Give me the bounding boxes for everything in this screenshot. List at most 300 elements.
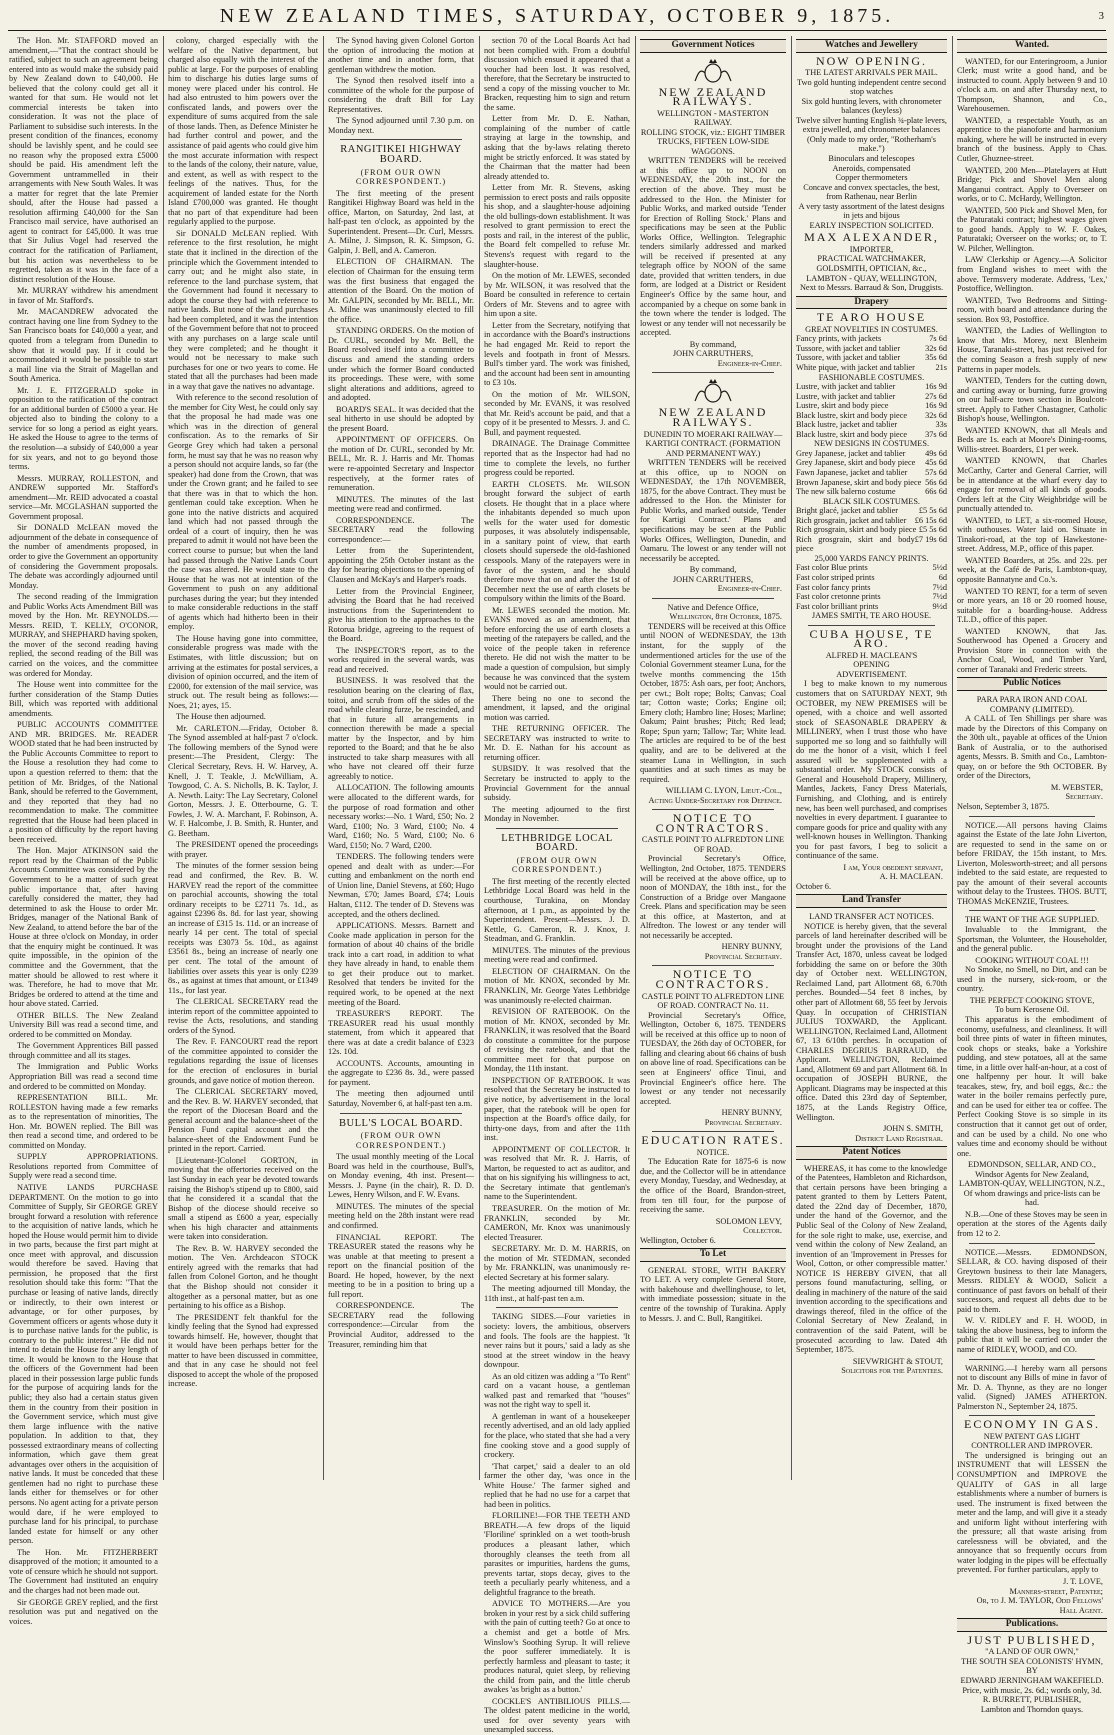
paragraph: Sir GEORGE GREY replied, and the first resolution was put and negatived on the voices. — [9, 1597, 158, 1626]
paragraph: The Synod adjourned until 7.30 p.m. on Monday next. — [328, 116, 474, 135]
railways-sign-1a: By command, — [689, 339, 737, 349]
gas-sign-a: J. T. LOVE, — [1062, 1577, 1103, 1587]
column-6-advertisements — [796, 36, 947, 1480]
paragraph: WANTED KNOWN, that Jas. Southerwood has Opened a Grocery and Provision Store in connection with the Anchor Coal, Wood, and Timber Yard, corner of Taranaki and Frederic streets. — [957, 626, 1107, 674]
wanted-header: Wanted. — [957, 39, 1107, 53]
cooking-body: No Smoke, no Smell, no Dirt, and can be used in the nursery, sick-room, or the country. — [957, 965, 1107, 994]
early-inspection: EARLY INSPECTION SOLICITED. — [809, 220, 934, 230]
price-item: Fast color fancy prints — [796, 582, 871, 592]
contractors-heading-1: NOTICE TO CONTRACTORS. — [655, 811, 771, 835]
paragraph: MINUTES. The minutes of the previous meeting were read and confirmed. — [484, 945, 630, 965]
paragraph: With reference to the second resolution of the member for City West, he could only say that the proposal he had made was one which was in the direction of general confiscation. As to the remarks of Sir George Grey which had taken a personal form, he must say that he was no reason why a person should not acquire lands, so far (the speaker) had done from the Crown, that was under the Crown grant; and he failed to see that there was in that to which the hon. gentleman could take exception. When he gone into the native districts and acquired land which had not passed through the ordeal of a court of inquiry, then he was prepared to admit it would not have been the correct course to pursue; but when the land had passed through the Native Lands Court the case was altered. He would state to the House that he was not at intention of the Government to push on any additional purchases during the year; but they intended to make considerable reductions in the staff of agents which had hitherto been in their employ. — [168, 393, 318, 632]
paragraph: Mr. MACANDREW advocated the contract having one line from Sydney to the San Francisco boats for £40,000 a year, and quoted from a telegram from Dunedin to show that it would pay. If it could be accommodated it would be possible to start a mail line via the Strait of Magellan and South America. — [9, 307, 158, 384]
price-item: Brown Japanese, skirt and body piece — [796, 477, 922, 487]
perfect-stove-body: This apparatus is the embodiment of economy, usefulness, and cleanliness. It will boil three pints of water in fifteen minutes, cook chops or steaks, bake a Yorkshire pudding, and stew potatoes, all at the same time, in a little over half-an-hour, at a cost of one halfpenny per hour. It will bake teacakes, stew, fry, and boil eggs, &c.: the water in the boiler remains perfectly pure, and can be used for either tea or coffee. The Perfect Cooking Stove is so simple in its construction that it cannot get out of order, and can be used by a child. No one who values time and economy should be without one. — [957, 1014, 1107, 1158]
divider — [496, 1307, 618, 1308]
railways-stock-1: ROLLING STOCK, viz.: EIGHT TIMBER TRUCKS, FIFTEEN LOW-SIDE WAGGONS. — [640, 127, 786, 156]
price-row — [796, 392, 947, 402]
gas-sign-c: Or, to J. M. TAYLOR, Odd Fellows' Hall Agent. — [976, 1596, 1103, 1615]
edmondson-agents: EDMONDSON, SELLAR, AND CO., Windsor Agents for New Zealand, LAMBTON-QUAY, WELLINGTON, N.Z., Of whom drawings and price-lists can be had. — [959, 1160, 1105, 1208]
cuba-heading: CUBA HOUSE, TE ARO. — [809, 626, 934, 651]
paragraph: Mr. CARLETON.—Friday, October 8. The Synod assembled at half-past 7 o'clock. The following members of the Synod were present:—The President, Clergy: The Clerical Secretary, Revs. H. W. Harvey, A. Knell, J. T. Teakle, J. McWilliam, A. Towgood, C. A. S. Nicholls, B. K. Taylor, J. A. Newth. Laity: The Lay Secretary, Colonel Gorton, Messrs. J. E. Otterbourne, G. T. Fowles, J. W. A. Marchant, F. Robinson, A. W. F. Halcombe, J. B. Smith, R. Hunter, and G. Beetham. — [168, 723, 318, 838]
paragraph: NATIVE LANDS PURCHASE DEPARTMENT. On the motion to go into Committee of Supply, Sir GEORGE GREY brought forward a resolution with reference to the acquisition of native lands, which he hoped the House would permit him to divide in two parts, because the first part might at once meet with approval, and discussion would therefore be saved. Having that permission, he proposed that the first resolution should take this form: "That the purchase or leasing of native lands, directly or indirectly, to their own interest or advantage, or for other purposes, by Government officers or agents whose duty it is to purchase native lands for the public, is contrary to the public interest." He did not intend to detain the House for any length of time. It would be known to the House that the officers of the Government had been placed in their possession large public funds for the purpose of acquiring lands for the public; they also had a certain status given them in the country from their position in the Government service, which must give them large influence with the native population. In addition to that, they possessed extraordinary means of collecting information, which gave them great advantages over others in the acquisition of native lands. It must be conceded that these gentlemen had no right to purchase these lands either for themselves or for other persons. No agent acting for a private person would dare, if he were employed to purchase land for his principal, to purchase landed estate for himself or any other person. — [9, 1182, 158, 1546]
column-5-government-notices — [640, 36, 786, 1480]
cuba-sign: A. H. MACLEAN. — [879, 872, 943, 882]
paragraph: WANTED KNOWN, that Charles McCarthy, Carter and General Carrier, will be in attendance at the wharf every day to engage for removal of all kinds of goods. Orders left at the City Weighbridge will be punctually attended to. — [957, 456, 1107, 514]
price-item: Black lustre, skirt and body piece — [796, 429, 908, 439]
paragraph: [Lieutenant-]Colonel GORTON, in moving that the offertories received on the last Sunday in each year be devoted towards raising the Bishop's stipend up to £800, said that he considered it a scandal that the Bishop of the diocese should receive so small a stipend as £600 a year, especially when his high character and attainments were taken into consideration. — [168, 1155, 318, 1242]
paragraph: Letter from Mr. D. E. Nathan, complaining of the number of cattle straying at large in the township, and asking that the by-laws relating thereto might be strictly enforced. It was stated by the Chairman that the matter had been already attended to. — [484, 114, 630, 181]
cuba-advertisement: ADVERTISEMENT. — [836, 669, 907, 679]
paragraph: DRAINAGE. The Drainage Committee reported that as the Inspector had had no time to complete the levels, no further progress could be reported. — [484, 439, 630, 478]
page-number: 3 — [1098, 10, 1104, 22]
wanted-list — [957, 57, 1107, 675]
edmondson-notice: NOTICE.—Messrs. EDMONDSON, SELLAR, & CO. having disposed of their Greytown business to their late Managers, Messrs. RIDLEY & WOOD, Solicit a continuance of past favors on behalf of their successors, and request all debts due to be paid to them. — [957, 1247, 1107, 1314]
just-published: JUST PUBLISHED, — [967, 1632, 1097, 1647]
paragraph: WANTED TO RENT, for a term of seven or more years, an 18 or 20 roomed house, suitable for a boarding-house. Address T.L.D., office of this paper. — [957, 586, 1107, 625]
divider — [652, 809, 774, 810]
price-row — [796, 506, 947, 516]
price-item: Black lustre, jacket and tablier — [796, 420, 898, 430]
price-item: The new silk balerno costume — [796, 487, 896, 497]
silk-list — [796, 506, 947, 554]
cooking-heading: COOKING WITHOUT COAL !!! — [975, 955, 1089, 965]
now-opening-heading: NOW OPENING. — [815, 53, 928, 68]
contractors-body-2: Provincial Secretary's Office, Wellington, October 6, 1875. TENDERS will be received at this office up to noon of TUESDAY, the 26th day of OCTOBER, for falling and clearing about 66 chains of bush on above line of road. Specifications can be seen at Engineers' office Tinui, and Provincial Engineer's office here. The lowest or any tender not necessarily accepted. — [640, 1010, 786, 1106]
price-item: Fawn Japanese, jacket and tablier — [796, 467, 908, 477]
paragraph: The meeting adjourned to the first Monday in November. — [484, 804, 630, 824]
column-3-intro — [328, 36, 474, 135]
land-of-our-own: "A LAND OF OUR OWN," — [985, 1647, 1079, 1657]
price-value: £7 19s 6d — [914, 534, 947, 544]
paragraph: On the motion of Mr. LEWES, seconded by Mr. WILSON, it was resolved that the Board be consulted in reference to certain Orders of Mr. Stevens and to agree with him upon a site. — [484, 271, 630, 319]
price-row — [796, 525, 947, 535]
rangitikei-heading: RANGITIKEI HIGHWAY BOARD. — [340, 144, 462, 166]
divider — [969, 1359, 1095, 1360]
railways-sign-2b: JOHN CARRUTHERS, — [672, 574, 754, 584]
paragraph: Sir DONALD McLEAN replied. With reference to the first resolution, he might state that it inclined in the direction of the principle which the Government intended to carry out; and he might also state, in reference to the land purchase system, that the Government had found it necessary to adopt the course they had with reference to native lands. But none of the land purchases had been completed, and it was the intention of the Government before that not to proceed with any purchases on a large scale until they were completed; and he thought it would not be necessary to make such purchases for one or two years to come. He stated that all the purchases had been made in a way that gave the natives no advantage. — [168, 228, 318, 391]
education-subheading: NOTICE. — [696, 1147, 730, 1157]
price-value: 32s 6d — [925, 410, 947, 420]
column-rule — [952, 36, 953, 1480]
fashionable-list — [796, 382, 947, 439]
price-row — [796, 334, 947, 344]
column-rule — [323, 36, 324, 1480]
list-item: Binoculars and telescopes — [828, 154, 915, 164]
alexander-trade: PRACTICAL WATCHMAKER, GOLDSMITH, OPTICIAN, &c., — [816, 254, 927, 274]
para-para-heading: PARA PARA IRON AND COAL COMPANY (LIMITED). — [976, 695, 1088, 714]
price-row — [796, 563, 947, 573]
paragraph: Messrs. MURRAY, ROLLESTON, and ANDREW supported Mr. Stafford's amendment—Mr. REID advocated a coastal service—Mr. MCGLASHAN supported the Government proposal. — [9, 473, 158, 521]
paragraph: FINANCIAL REPORT. The TREASURER stated the reasons why he was unable at that meeting to present a report on the financial position of the Board. He hoped, however, by the next meeting to be in a position to bring up a full report. — [328, 1232, 474, 1299]
price-row — [796, 602, 947, 612]
paragraph: ACCOUNTS. Accounts, amounting in the aggregate to £236 8s. 3d., were passed for payment. — [328, 1058, 474, 1087]
paragraph: The Rev. B. W. HARVEY seconded the motion. The Ven. Archdeacon STOCK entirely agreed with the remarks that had fallen from Colonel Gorton, and he thought that the Bishop should not consider it altogether as a personal matter, but as one pertaining to his office as a Bishop. — [168, 1243, 318, 1311]
price-row — [796, 478, 947, 488]
contractors-sign-1b: Provincial Secretary. — [704, 951, 782, 961]
perfect-stove-sub: To burn Kerosene Oil. — [994, 1005, 1070, 1015]
price-item: Lustre, with jacket and tablier — [796, 382, 896, 392]
paragraph: ADVICE TO MOTHERS.—Are you broken in your rest by a sick child suffering with the pain of cutting teeth? Go at once to a chemist and get a bottle of Mrs. Winslow's Soothing Syrup. It will relieve the poor sufferer immediately. It is perfectly harmless and pleasant to taste; it produces natural, quiet sleep, by relieving the child from pain, and the little cherub awakes 'as bright as a button.' — [484, 1599, 630, 1695]
patent-sign-b: Solicitors for the Patentees. — [841, 1366, 943, 1376]
paragraph: OTHER BILLS. The New Zealand University Bill was read a second time, and ordered to be committed on Monday. — [9, 1010, 158, 1039]
paragraph: WANTED, for our Enteringroom, a Junior Clerk; must write a good hand, and be instructed to count. Apply between 9 and 10 o'clock a.m. on and after Thursday next, to Thompson, Shannon, and Co., Warehousemen. — [957, 56, 1107, 114]
paragraph: WANTED, Two Bedrooms and Sitting-room, with board and attendance during the session. Box 93, Postoffice. — [957, 295, 1107, 324]
paragraph: WANTED, the Ladies of Wellington to know that Mrs. Morey, next Blenheim House, Taranaki-street, has just received for the coming Season a fresh supply of new Patterns in paper models. — [957, 326, 1107, 374]
railways-line-2: DUNEDIN TO MOERAKI RAILWAY—KARTIGI CONTRACT. (FORMATION AND PERMANENT WAY.) — [643, 429, 783, 458]
te-aro-heading: TE ARO HOUSE — [816, 310, 927, 325]
paragraph: The meeting adjourned till Monday, the 11th inst., at half-past ten a.m. — [484, 1284, 630, 1303]
railways-heading-2: NEW ZEALAND RAILWAYS. — [658, 405, 768, 429]
paragraph: The Government Apprentices Bill passed through committee and all its stages. — [9, 1041, 158, 1060]
paragraph: SECRETARY. Mr. D. M. HARRIS, on the motion of Mr. STEDMAN, seconded by Mr. FRANKLIN, was unanimously re-elected Secretary at his former salary. — [484, 1244, 630, 1282]
paragraph: The Rev. F. FANCOURT read the report of the committee appointed to consider the regulations regarding the issue of licenses for the erection of enclosures in burial grounds, and gave notice of motion thereon. — [168, 1037, 318, 1085]
masthead — [8, 4, 1106, 31]
price-value: 5½d — [932, 563, 947, 573]
paragraph: TREASURER'S REPORT. The TREASURER read his usual monthly statement, from which it appeared that there was at date a credit balance of £323 12s. 10d. — [328, 1009, 474, 1057]
paragraph: Letter from the Provincial Engineer, advising the Board that he had received instructions from the Superintendent to give his attention to the approaches to the Rotorua bridge, agreeing to the request of the Board. — [328, 586, 474, 644]
alexander-name: MAX ALEXANDER, — [804, 230, 939, 245]
list-item: Six gold hunting levers, with chronometer balances (keyless) — [801, 96, 942, 116]
patent-body: WHEREAS, it has come to the knowledge of the Patentees, Hambleton and Richardson, that certain persons have been bringing a patent granted to them by Letters Patent, dated the 22nd day of December, 1870, under the hand of the Governor, and the Public Seal of the Colony of New Zealand, for the sole right to make, use, exercise, and vend within the colony of New Zealand, an invention of an 'Improvement in Presses for Wool, Cotton, or other compressible matter.' NOTICE IS HEREBY GIVEN, that all persons found manufacturing, selling, or dealing in machinery of the nature of the said invention according to the specifications and drawings thereof, filed in the office of the Colonial Secretary of New Zealand, in contravention of the said Patent, will be prosecuted according to law. Dated 4th September, 1875. — [796, 1163, 947, 1355]
contractors-heading-2: NOTICE TO CONTRACTORS. — [655, 967, 771, 992]
land-transfer-body: NOTICE is hereby given, that the several parcels of land hereinafter described will be brought under the provisions of the Land Transfer Act, 1870, unless caveat be lodged forbidding the same on or before the 30th day of October next. WELLINGTON, Reclaimed Land, part Allotment 68, 6.70th perches. Bounded—54 feet 8 inches, by other part of Allotment 68, 55 feet by Jervois Quay. In occupation of CHRISTIAN JULIUS TOXWARD, the Applicant. WELLINGTON, Reclaimed Land, Allotment 67, 13 6/10th perches. In occupation of CHARLES DEGRIUS BARRAUD, the Applicant. WELLINGTON, Reclaimed Land, Allotment 69 and part Allotment 68. In occupation of JOSEPH BURNE, the Applicant. Diagrams may be inspected at this office. Dated this 23rd day of September, 1875, at the Lands Registry Office, Wellington. — [796, 921, 947, 1122]
paragraph: FLORILINE!—FOR THE TEETH AND BREATH.—A few drops of the liquid 'Floriline' sprinkled on a wet tooth-brush produces a pleasant lather, which thoroughly cleanses the teeth from all parasites or impurities, hardens the gums, prevents tartar, stops decay, gives to the teeth a peculiarly pearly whiteness, and a delightful fragrance to the breath. — [484, 1511, 630, 1597]
paragraph: The House having gone into committee, considerable progress was made with the Estimates, with little discussion; but on arriving at the estimates for postal services, a division of opinion occurred, and the item of £2000, for extension of the mail service, was struck out. The result being as follows:—Noes, 21; ayes, 15. — [168, 633, 318, 710]
price-value: 27s 6d — [925, 391, 947, 401]
paragraph: The Hon. Major ATKINSON said the report read by the Chairman of the Public Accounts Committee was considered by the Government to be a matter of such great public importance that, after having carefully considered the matter, they had determined to ask the House to order Mr. Bridges, manager of the National Bank of New Zealand, to attend before the bar of the House at three o'clock on Monday, in order that the enquiry might be continued. It was quite impossible, in the opinion of the committee and the Government, that the matter should be allowed to rest where it was. Therefore, he had to move that Mr. Bridges be ordered to attend at the time and hour above stated. Carried. — [9, 846, 158, 1009]
education-sign-b: Collector. — [743, 1226, 782, 1236]
lethbridge-heading: LETHBRIDGE LOCAL BOARD. — [501, 832, 613, 854]
patent-header: Patent Notices — [796, 1146, 947, 1160]
paragraph: BUSINESS. It was resolved that the resolution bearing on the clearing of flax, toitoi, and scrub from off the sides of the road while clearing furze, be rescinded, and that in future all arrangements in connection therewith be made a special matter by the Inspector, and by him reported to the Board; and that he be also instructed to take sharp measures with all who have not cleared off their furze agreeably to notice. — [328, 676, 474, 781]
paragraph: MINUTES. The minutes of the last meeting were read and confirmed. — [328, 494, 474, 514]
column-2-body — [168, 36, 318, 1389]
government-notices-header: Government Notices — [640, 39, 786, 53]
novelties-heading: GREAT NOVELTIES IN COSTUMES. — [805, 324, 938, 334]
paragraph: Letter from the Superintendent, appointing the 25th October instant as the day for hearing objections to the opening of Clausen and McKay's and Harper's roads. — [328, 546, 474, 584]
cuba-name: ALFRED H. MACLEAN'S — [825, 650, 918, 660]
paragraph: The CLERICAL SECRETARY read the interim report of the committee appointed to revise the Acts, resolutions, and standing orders of the Synod. — [168, 997, 318, 1035]
paragraph: The Hon. Mr. FITZHERBERT disapproved of the motion; it amounted to a vote of censure which he should not support. The Government had instituted an enquiry and the charges had not been made out. — [9, 1547, 158, 1595]
cuba-close: I am, Your obedient servant, — [843, 862, 943, 872]
bulls-body — [328, 1152, 474, 1349]
paragraph: colony, charged especially with the welfare of the Native department, but charged also equally with the interest of the public at large. For the purposes of enabling him to discharge his duties large sums of money were placed under his control. He had also entrusted to him powers over the confiscated lands, and powers over the expenditure of sums acquired from the sale of those lands. Then, as Defence Minister he had further control and power, and the assistance of paid agents who could give him the most accurate information with respect to the lands of the colony, their nature, value, and extent, as well as with respect to the feelings of the natives. Thus, for the acquirement of landed estate for the North Island £700,000 was granted. He thought that no part of that expenditure had been regularly applied to the purpose. — [168, 36, 319, 227]
paragraph: CORRESPONDENCE. The SECRETARY read the following correspondence:— — [328, 515, 474, 544]
paragraph: WANTED, Tenders for the cutting down, and carting away or burning, furze growing on our half-acre town section in Boulcott-street. Apply to Father Chastagner, Catholic Bishop's house, Wellington. — [957, 376, 1107, 424]
paragraph: 'That carpet,' said a dealer to an old farmer the other day, 'was once in the White House.' The farmer sighed and replied that he had no use for a carpet that had been in politics. — [484, 1461, 630, 1509]
price-value: 7s 6d — [929, 334, 947, 344]
price-row — [796, 535, 947, 554]
education-sign-a: SOLOMON LEVY, — [715, 1216, 782, 1226]
alexander-role: IMPORTER, — [849, 244, 894, 254]
price-value: £5 5s 6d — [918, 525, 947, 535]
price-item: Tussore, with jacket and tablier — [796, 343, 901, 353]
divider — [652, 598, 774, 599]
education-heading: EDUCATION RATES. — [641, 1133, 785, 1148]
royal-crest-icon — [693, 57, 733, 85]
land-sign-b: District Land Registrar. — [855, 1133, 943, 1143]
price-value: 21s — [935, 362, 947, 372]
price-row — [796, 458, 947, 468]
paragraph: There being no one to second the amendment, it lapsed, and the original motion was carried. — [484, 693, 630, 722]
paragraph: ELECTION OF CHAIRMAN. The election of Chairman for the ensuing term was the first business that engaged the attention of the Board. On the motion of Mr. GALPIN, seconded by Mr. BELL, Mr. A. Milne was unanimously elected to fill the office. — [328, 257, 474, 324]
railways-body-2: WRITTEN TENDERS will be received at this office, up to NOON on WEDNESDAY, the 17th NOVEMBER, 1875, for the above Contract. They must be addressed to the Hon. the Minister for Public Works, and marked outside, 'Tender for Kartigi Contract.' Plans and specifications may be seen at the Public Works Offices, Wellington, Dunedin, and Oamaru. The lowest or any tender will not necessarily be accepted. — [640, 458, 786, 563]
railways-heading-1: NEW ZEALAND RAILWAYS. — [658, 84, 768, 109]
watches-header: Watches and Jewellery — [796, 39, 947, 53]
price-row — [796, 401, 947, 411]
list-item: (Only made to my order, "Rotherham's make.") — [807, 134, 936, 154]
defence-office-heading: Native and Defence Office, — [667, 602, 759, 612]
designs-heading: NEW DESIGNS IN COSTUMES. — [813, 439, 930, 449]
column-1-body — [9, 36, 158, 1626]
price-value: 37s 6d — [925, 429, 947, 439]
paragraph: The CLERICAL SECRETARY moved, and the Rev. B. W. HARVEY seconded, that the report of the Diocesan Board and the general account and the balance-sheet of the Pension Fund capital account and the balance-sheet of the Endowment Fund be printed in the report. Carried. — [168, 1087, 318, 1154]
gas-sign-b: Manners-street, Patentee; — [1009, 1586, 1103, 1596]
to-let-header: To Let — [640, 1248, 786, 1262]
paragraph: APPLICATIONS. Messrs. Barnett and Cooke made application in person for the formation of about 40 chains of the bridle track into a cart road, in addition to what they have already in hand, to enable them to get their produce out to market. Resolved that tenders be invited for the required work, to be opened at the next meeting of the Board. — [328, 921, 474, 1007]
list-item: Concave and convex spectacles, the best, from Rathenau, near Berlin — [803, 182, 940, 202]
watches-list — [796, 78, 947, 221]
divider — [652, 1131, 774, 1132]
paragraph: LAW Clerkship or Agency.—A Solicitor from England wishes to meet with the above. Termsvery moderate. Address, 'Lex,' Postoffice, Wellington. — [957, 255, 1107, 294]
price-row — [796, 411, 947, 421]
price-item: Fast color striped prints — [796, 572, 875, 582]
paragraph: Mr. LEWES seconded the motion. Mr. EVANS moved as an amendment, that before enforcing the use of earth closets a meeting of the ratepayers be called, and the voice of the people taken in reference thereto. He did not wish the matter to be made a question of compulsion, but simply because he was convinced that the system would not be carried out. — [484, 605, 630, 692]
price-row — [796, 449, 947, 459]
price-item: Fast color Blue prints — [796, 563, 868, 573]
drapery-header: Drapery — [796, 296, 947, 310]
price-value: 6d — [938, 572, 947, 582]
paragraph: The House then adjourned. — [176, 712, 266, 722]
column-3-boards — [328, 36, 474, 1480]
contractors-line-2: CASTLE POINT TO ALFREDTON LINE OF ROAD. CONTRACT No. 11. — [641, 991, 785, 1011]
price-item: Rich grosgrain, skirt and body piece — [796, 534, 915, 554]
stove-nb: N.B.—One of these Stoves may be seen in operation at the stores of the Agents daily from 12 to 2. — [957, 1209, 1107, 1238]
black-silk-heading: BLACK SILK COSTUMES. — [822, 496, 921, 506]
patent-sign-a: SIEVWRIGHT & STOUT, — [852, 1356, 943, 1366]
price-row — [796, 468, 947, 478]
paragraph: WANTED Boarders, at 25s. and 22s. per week, at the Café de Paris, Lambton-quay, opposite Bannatyne and Co.'s. — [957, 555, 1107, 584]
paragraph: The meeting then adjourned until Saturday, November 6, at half-past ten a.m. — [328, 1089, 474, 1108]
liverton-notice: NOTICE.—All persons having Claims against the Estate of the late John Liverton, are requested to send in the same on or before FRIDAY, the 15th instant, to Mrs. Liverton, Molesworth-street; and all persons indebted to the said estate, are requested to pay the amount of their several accounts without delay to the Trustees. THOS. BUTT, THOMAS McKENZIE, Trustees. — [957, 820, 1107, 906]
paragraph: WANTED, to LET, a six-roomed House, with outhouses. Water laid on. Situate in Tinakori-road, at the top of Hawkestone-street. Address, M.P., office of this paper. — [957, 515, 1107, 554]
price-row — [796, 592, 947, 602]
para-sign-a: M. WEBSTER, — [1050, 782, 1103, 792]
paragraph: WANTED, a respectable Youth, as an apprentice to the pianoforte and harmonium making, where he will be instructed in every branch of the business. Apply to Chas. Cutler, Ghuznee-street. — [957, 115, 1107, 164]
price-row — [796, 430, 947, 440]
price-row — [796, 573, 947, 583]
paragraph: The PRESIDENT opened the proceedings with prayer. — [168, 840, 318, 859]
paragraph: Mr. J. E. FITZGERALD spoke in opposition to the ratification of the contract for an additional burden of £5000 a year. He objected also to binding the colony to a service for so long a period as eight years. He asked the House to agree to the terms of the resolution—a subsidy of £40,000 a year for six years, and not to go beyond those terms. — [9, 385, 158, 472]
divider — [808, 625, 935, 626]
paragraph: WANTED, 500 Pick and Shovel Men, for the Paturataki contract; highest wages given to good hands. Apply to W. F. Oakes, Paturataki; Overseer on the works; or, to T. W. Pilcher, Wellington. — [957, 205, 1107, 253]
cuba-date: October 6. — [796, 881, 832, 891]
paragraph: As an old citizen was adding a "To Rent" card on a vacant house, a gentleman walked past and remarked that "houses" was not the right way to spell it. — [484, 1371, 630, 1410]
paragraph: The Hon. Mr. STAFFORD moved an amendment,—"That the contract should be ratified, subject to such an agreement being entered into as would make the subsidy paid by New Zealand down to £40,000. He believed that the colony could get all it wanted for that sum. He would not let commercial interests be taken into consideration. It was not the place of Parliament to subsidise such interests. In the present condition of the finances, economy should be lavishly spent, and he could see no reason why the proposed extra £5000 should be paid. His amendment left the Government untrammelled in their arrangements with New South Wales. It was a matter for regret that the late Premier should, after the House had passed a resolution affirming £40,000 for the San Francisco mail service, have authorised an agent to contract for £45,000. It was true that Sir Julius Vogel had reserved the contract for the ratification of Parliament, but his action was nevertheless to be regretted, taken as it was in the face of a distinct resolution of the House. — [9, 36, 158, 284]
column-2-synod — [168, 36, 318, 1480]
paragraph: CORRESPONDENCE. The SECRETARY read the following correspondence:—Circular from the Provincial Auditor, addressed to the Treasurer, reminding him that — [328, 1301, 474, 1349]
price-item: Fast color cretonne prints — [796, 592, 881, 602]
hymn-price: Price, with music, 2s. 6d.; words only, 3d. — [962, 1685, 1102, 1695]
paragraph: REVISION OF RATEBOOK. On the motion of Mr. KNOX, seconded by Mr. FRANKLIN, it was resolved that the Board do constitute a committee for the purpose of revising the ratebook, and that the committee meet for that purpose on Monday, the 11th instant. — [484, 1007, 630, 1074]
price-row — [796, 382, 947, 392]
paragraph: Letter from the Secretary, notifying that in accordance with the Board's instructions he had engaged Mr. Reid to report the levels and footpath in front of Messrs. Bull's timber yard. The work was finished, and the account had been sent in amounting to £3 10s. — [484, 320, 630, 388]
education-body: The Education Rate for 1875-6 is now due, and the Collector will be in attendance every Monday, Tuesday, and Wednesday, at the office of the Board, Brandon-street, from ten till four, for the purpose of receiving the same. — [640, 1157, 786, 1215]
paragraph: The Synod having given Colonel Gorton the option of introducing the motion at another time and in another form, that gentleman withdrew the motion. — [328, 36, 474, 74]
list-item: A very tasty assortment of the latest designs in jets and bijous — [798, 201, 945, 221]
price-value: 9½d — [932, 601, 947, 611]
paragraph: The first meeting of the present Rangitikei Highway Board was held in the office, Marton, on Saturday, 2nd last, at half-past ten o'clock, as appointed by the Superintendent. Present—Dr. Curl, Messrs. A. Milne, J. Simpson, R. K. Simpson, G. Galpin, J. Bell, and A. Cameron. — [328, 188, 474, 255]
gas-subheading: NEW PATENT GAS LIGHT CONTROLLER AND IMPROVER. — [971, 1431, 1093, 1451]
publications-header: Publications. — [957, 1618, 1107, 1632]
paragraph: The Immigration and Public Works Appropriation Bill was read a second time and ordered to be committed on Monday. — [9, 1062, 158, 1091]
price-value: £6 15s 6d — [914, 515, 947, 525]
hymn-author: EDWARD JERNINGHAM WAKEFIELD. — [960, 1675, 1104, 1685]
price-item: Tussore, with jacket and tablier — [796, 353, 901, 363]
paragraph: The PRESIDENT felt thankful for the kindly feeling that the Synod had expressed towards himself. He, however, thought that it would have been perhaps better for the matter to have been discussed in committee, and that in any case he should not feel disposed to accept the whole of the proposed increase. — [168, 1312, 318, 1389]
public-notices-header: Public Notices — [957, 677, 1107, 691]
page-title: NEW ZEALAND TIMES, SATURDAY, OCTOBER 9, 1875. — [219, 5, 895, 27]
price-item: Grey Japanese, jacket and tablier — [796, 448, 906, 458]
gas-heading: ECONOMY IN GAS. — [964, 1417, 1100, 1432]
price-row — [796, 420, 947, 430]
railways-sign-2c: Engineer-in-Chief. — [717, 584, 782, 594]
contractors-body-1: Provincial Secretary's Office, Wellington, 2nd October, 1875. TENDERS will be received at the above office, up to noon of MONDAY, the 18th inst., for the Construction of a Bridge over Mangaone Creek. Plans and specification may be seen at this office, at Masterton, and at Alfredton. The lowest or any tender will not necessarily be accepted. — [640, 854, 786, 940]
designs-list — [796, 449, 947, 497]
perfect-stove-heading: THE PERFECT COOKING STOVE, — [969, 995, 1095, 1005]
miscellany-body — [484, 1312, 630, 1735]
publisher-name: R. BURRETT, PUBLISHER, — [982, 1695, 1082, 1705]
price-value: 7½d — [932, 592, 947, 602]
divider — [969, 1415, 1095, 1416]
railways-body-1: WRITTEN TENDERS will be received at this office up to NOON on WEDNESDAY, the 20th inst., for the erection of the above. They must be addressed to the Hon. the Minister for Public Works, and marked outside 'Tender for Erection of Rolling Stock.' Plans and specifications may be seen at the Public Works Office, Wellington. Telegraphic tenders similarly addressed and marked will be received if presented at any telegraph office by NOON of the same date, provided that written tenders, in due form, are lodged at a District or Resident Engineer's Office by the same hour, and accompanied by a cheque on some bank in the town where the tender is lodged. The lowest or any tender will not necessarily be accepted. — [640, 156, 786, 338]
to-let-body: GENERAL STORE, WITH BAKERY TO LET. A very complete General Store, with bakehouse and dwellinghouse, to let, with immediate possession; situate in the centre of the township of Turakina. Apply to Messrs. J. and C. Bull, Rangitikei. — [640, 1265, 786, 1323]
price-item: Fast color brilliant prints — [796, 601, 879, 611]
paragraph: WANTED KNOWN, that all Meals and Beds are 1s. each at Moore's Dining-rooms, Willis-street. Boarders, £1 per week. — [957, 425, 1107, 454]
price-item: Fancy prints, with jackets — [796, 334, 882, 344]
lethbridge-subheading: (FROM OUR OWN CORRESPONDENT.) — [511, 855, 603, 875]
price-value: 56s 6d — [925, 477, 947, 487]
list-item: Twelve silver hunting English ¾-plate levers, extra jewelled, and chronometer balances — [796, 115, 947, 135]
price-row — [796, 353, 947, 363]
paragraph: section 70 of the Local Boards Act had not been complied with. From a doubtful discussion which ensued it appeared that a voucher had been lost. It was resolved, therefore, that the Secretary be instructed to send a copy of the missing voucher to Mr. Bracken, requesting him to sign and return the same. — [484, 36, 630, 112]
price-row — [796, 583, 947, 593]
latest-arrivals: THE LATEST ARRIVALS PER MAIL. — [805, 68, 938, 78]
railways-sign-2a: By command, — [689, 565, 737, 575]
paragraph: Sir DONALD McLEAN moved the adjournment of the debate in consequence of the number of amendments proposed, in order to give the Government an opportunity of considering the Government proposals. The debate was accordingly adjourned until Monday. — [9, 523, 158, 590]
publisher-address: Lambton and Thorndon quays. — [980, 1704, 1084, 1714]
price-row — [796, 487, 947, 497]
paragraph: REPRESENTATION BILL. Mr. ROLLESTON having made a few remarks as to the representation of minorities, The Hon. Mr. BOWEN replied. The Bill was then read a second time, and ordered to be committed on Monday. — [9, 1093, 158, 1150]
column-rule — [791, 36, 792, 1480]
defence-sign-a: WILLIAM C. LYON, Lieut.-Col., — [665, 786, 782, 796]
paragraph: APPOINTMENT OF COLLECTOR. It was resolved that Mr. R. J. Harris, of Marton, be requested to act as auditor, and that on his signifying his willingness to act, the Secretary intimate that gentleman's name to the Superintendent. — [484, 1144, 630, 1202]
paragraph: SUPPLY APPROPRIATIONS. Resolutions reported from Committee of Supply were read a second time. — [9, 1152, 158, 1181]
para-date: Nelson, September 3, 1875. — [957, 802, 1050, 812]
contractors-sign-1a: HENRY BUNNY, — [721, 942, 782, 952]
divider — [340, 1113, 462, 1114]
paragraph: COCKLE'S ANTIBILIOUS PILLS.—The oldest patent medicine in the world, used for over seventy years with unexampled success. — [484, 1696, 630, 1735]
divider — [969, 816, 1095, 817]
divider — [969, 1243, 1095, 1244]
price-value: 66s 6d — [925, 487, 947, 497]
column-rule — [635, 36, 636, 1480]
column-rule — [479, 36, 480, 1480]
price-value: 32s 6d — [925, 343, 947, 353]
land-transfer-heading: LAND TRANSFER ACT NOTICES. — [809, 912, 934, 922]
price-value: 33s — [935, 420, 947, 430]
paragraph: Letter from Mr. R. Stevens, asking permission to erect posts and rails opposite his shop, and a slaughter-house adjoining the old bullings-down establishment. It was resolved to grant permission to erect the posts and rail, in the interest of the public, the Board felt compelled to refuse Mr. Stevens's request with regard to the slaughter-house. — [484, 183, 630, 269]
land-sign-a: JOHN S. SMITH, — [883, 1124, 943, 1134]
price-value: 57s 6d — [925, 467, 947, 477]
price-item: Black lustre, skirt and body piece — [796, 410, 908, 420]
paragraph: A gentleman in want of a housekeeper recently advertised, and an old lady applied for the place, who stated that she had a very fine cooking stove and a good supply of crockery. — [484, 1411, 630, 1460]
contractors-line-1: CASTLE POINT TO ALFREDTON LINE OF ROAD. — [641, 835, 785, 854]
price-item: White pique, with jacket and tablier — [796, 362, 915, 372]
paragraph: WANTED, 200 Men—Platelayers at Hutt Bridge; Pick and Shovel Men along Manganui contract. Apply to Overseer on works, or to C. McHardy, Wellington. — [957, 165, 1107, 204]
paragraph: ELECTION OF CHAIRMAN. On the motion of Mr. KNOX, seconded by Mr. FRANKLIN, Mr. George Yates Lethbridge was unanimously re-elected chairman. — [484, 966, 630, 1005]
paragraph: The second reading of the Immigration and Public Works Acts Amendment Bill was moved by the Hon. Mr. REYNOLDS.—Messrs. REID, T. KELLY, O'CONOR, MURRAY, and SHEPHARD having spoken, the mover of the second reading having replied, the second reading of the Bill was carried on the voices, and the committee was ordered for Monday. — [9, 592, 158, 678]
railways-line-1: WELLINGTON - MASTERTON RAILWAY. — [657, 108, 769, 128]
defence-sign-b: Acting Under-Secretary for Defence. — [648, 795, 782, 805]
paragraph: ALLOCATION. The following amounts were allocated to the different wards, for the purpose of road formation and other necessary works:—No. 1 Ward, £50; No. 2 Ward, £100; No. 3 Ward, £100; No. 4 Ward, £160; No. 5 Ward, £100; No. 6 Ward, £150; No. 7 Ward, £200. — [328, 783, 474, 850]
fashionable-heading: FASHIONABLE COSTUMES. — [818, 372, 925, 382]
contractors-sign-2b: Provincial Secretary. — [704, 1117, 782, 1127]
price-row — [796, 344, 947, 354]
defence-office-body: TENDERS will be received at this Office until NOON of WEDNESDAY, the 13th instant, for the supply of the undermentioned articles for the use of the Colonial Government steamer Luna, for the twelve months commencing the 15th October, 1875: Ash oars, per foot; Anchors, per cwt.; Bolt rope; Bolts; Canvas; Coal tar; Cotton waste; Corks; Engine oil; Emery cloth; Hambro line; Hoses; Marline; Oakum; Paint brushes; Pitch; Red lead; Rope; Spun yarn; Tallow; Tar; White lead. The articles are required to be of the best quality, and are to be delivered at the steamer Luna in Wellington, in such quantities and at such times as may be required. — [640, 621, 786, 784]
defence-office-date: Wellington, 8th October, 1875. — [669, 612, 782, 622]
column-rule — [163, 36, 164, 1480]
paragraph: The Synod then resolved itself into a committee of the whole for the purpose of considering the draft Bill for Lay Representatives. — [328, 76, 474, 114]
paragraph: TENDERS. The following tenders were opened and dealt with as under:—For cutting and embankment on the north end of Union line, Daniel Stevens, at £60; Hugo Newman, £70; James Board, £74; Louis Haltan, £112. The tender of D. Stevens was accepted, and the others declined. — [328, 852, 474, 919]
price-value: 16s 9d — [925, 382, 947, 392]
ridley-notice: W. V. RIDLEY and F. H. WOOD, in taking the above business, beg to inform the public that it will be carried on under the name of RIDLEY, WOOD, and CO. — [957, 1316, 1107, 1354]
para-para-body: A CALL of Ten Shillings per share was made by the Directors of this Company on the 30th ult., payable at offices of the Union Bank of Australia, or to the authorised agents, Messrs. B. Smith and Co., Lambton-quay, on or before the 9th OCTOBER. By order of the Directors, — [957, 714, 1107, 781]
education-date: Wellington, October 6. — [640, 1235, 716, 1245]
column-4-body — [484, 36, 630, 824]
gas-body: The undersigned is bringing out an INSTRUMENT that will LESSEN the CONSUMPTION and IMPROVE the QUALITY of GAS in all large establishments where a number of burners is used. The instrument is fixed between the meter and the lamp, and will give it a steady and uniform light without interfering with the pressure; all that waste arising from carelessness will be obviated, and the annoyance that so frequently occurs from water lodging in the pipes will be effectually prevented. For further particulars, apply to — [957, 1450, 1107, 1575]
price-row — [796, 363, 947, 373]
rangitikei-body — [328, 189, 474, 1109]
cuba-body: I beg to make known to my numerous customers that on SATURDAY NEXT, 9th OCTOBER, my NEW PREMISES will be opened, with a choice and well assorted stock of SEASONABLE DRAPERY & MILLINERY, when I trust those who have supported me so long and so faithfully will do me the honor of a visit, which I feel assured will be supplemented with a substantial order. My STOCK consists of General and Household Drapery, Millinery, Mantles, Jackets, Fancy Dress Materials, Furnishing, and Clothing, and is entirely new, has been well purchased, and comprises novelties in every department. I guarantee to compare goods for price and quality with any well-known houses in Wellington. Thanking you for past favors, I beg to solicit a continuance of the same. — [796, 679, 947, 861]
price-item: Bright glacé, jacket and tablier — [796, 506, 899, 516]
want-of-age-heading: THE WANT OF THE AGE SUPPLIED. — [964, 915, 1100, 925]
paragraph: TREASURER. On the motion of Mr. FRANKLIN, seconded by Mr. CAMERON, Mr. Knox was unanimously elected Treasurer. — [484, 1203, 630, 1242]
paragraph: The minutes of the former session being read and confirmed, the Rev. B. W. HARVEY read the report of the committee on parochial accounts, showing the total ordinary receipts to be £2711 7s. 1d., as against £2396 8s. 8d. for last year, showing an increase of £315 1s. 11d. or an increase of nearly 14 per cent. The total of special receipts was £3073 5s. 10d., as against £3561 8s., being an increase of nearly one per cent. The total of the amount of liabilities over assets this year is only £239 8s., as against at times that amount, or £1349 11s., for last year. — [168, 861, 318, 995]
price-item: Lustre, skirt and body piece — [796, 401, 889, 411]
divider — [969, 910, 1095, 911]
price-value: 45s 6d — [925, 458, 947, 468]
paragraph: INSPECTION OF RATEBOOK. It was resolved that the Secretary be instructed to give notice, by advertisement in the local paper, that the ratebook will be open for inspection at the Board's office daily, for thirty-one days, from and after the 11th inst. — [484, 1075, 630, 1143]
by-line: BY — [1026, 1666, 1038, 1676]
railways-sign-1b: JOHN CARRUTHERS, — [672, 349, 754, 359]
price-value: £5 5s 6d — [918, 506, 947, 516]
warning-notice: WARNING.—I hereby warn all persons not to discount any Bills of mine in favor of Mr. D. A. Thynne, as they are no longer valid. (Signed) JAMES ATHERTON. Palmerston N., September 24, 1875. — [957, 1363, 1107, 1411]
paragraph: PUBLIC ACCOUNTS COMMITTEE AND MR. BRIDGES. Mr. READER WOOD stated that he had been instructed by the Public Accounts Committee to report to the House a resolution they had come to upon a question referred to them: that the petition of Mr. Bridges, of the National Bank, should be referred to the Government, and they reported that they had no recommendation to make. The committee regretted that the House had been placed in a position of difficulty by the report having been received. — [9, 720, 158, 844]
divider — [652, 965, 774, 966]
land-transfer-header: Land Transfer — [796, 894, 947, 908]
prints-list — [796, 563, 947, 611]
paragraph: Mr. MURRAY withdrew his amendment in favor of Mr. Stafford's. — [9, 286, 158, 305]
price-row — [796, 516, 947, 526]
divider — [496, 828, 618, 829]
list-item: Aneroids, compensated — [832, 163, 911, 173]
price-item: Grey Japanese, skirt and body piece — [796, 458, 916, 468]
paragraph: The first meeting of the recently elected Lethbridge Local Board was held in the courthouse, Turakina, on Monday afternoon, at 1 p.m., as appointed by the Superintendent. Present—Messrs. J. D. Kettle, G. Cameron, R. J. Knox, J. Steadman, and G. Franklin. — [484, 876, 630, 944]
paragraph: On the motion of Mr. WILSON, seconded by Mr. EVANS, it was resolved that Mr. Reid's account be paid, and that a copy of it be presented to Messrs. J. and C. Bull, and payment requested. — [484, 389, 630, 437]
paragraph: TAKING SIDES.—Four varieties in society: lovers, the ambitious, observers and fools. The fools are the happiest. 'It never rains but it pours,' said a lady as she stood at the street window in the heavy downpour. — [484, 1312, 630, 1370]
